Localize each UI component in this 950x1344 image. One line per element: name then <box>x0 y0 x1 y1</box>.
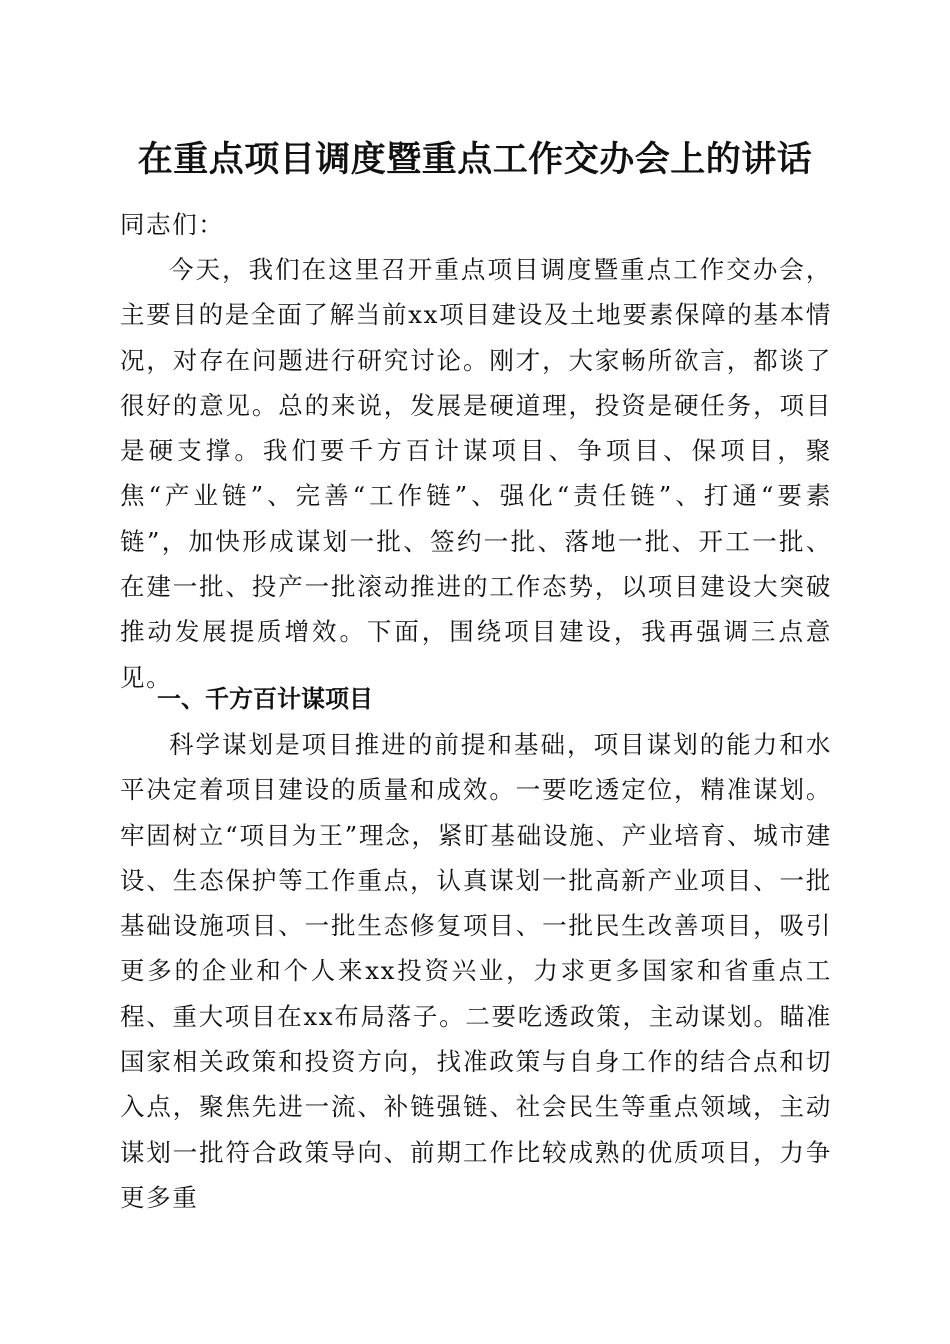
paragraph-intro: 今天，我们在这里召开重点项目调度暨重点工作交办会，主要目的是全面了解当前xx项目建设及土地要素保障的基本情况，对存在问题进行研究讨论。刚才，大家畅所欲言，都谈了很好的意见。总的来说，发展是硬道理，投资是硬任务，项目是硬支撑。我们要千方百计谋项目、争项目、保项目，聚焦“产业链”、完善“工作链”、强化“责任链”、打通“要素链”，加快形成谋划一批、签约一批、落地一批、开工一批、在建一批、投产一批滚动推进的工作态势，以项目建设大突破推动发展提质增效。下面，围绕项目建设，我再强调三点意见。 <box>120 255 832 692</box>
paragraph-section-1: 科学谋划是项目推进的前提和基础，项目谋划的能力和水平决定着项目建设的质量和成效。一要吃透定位，精准谋划。牢固树立“项目为王”理念，紧盯基础设施、产业培育、城市建设、生态保护等工作重点，认真谋划一批高新产业项目、一批基础设施项目、一批生态修复项目、一批民生改善项目，吸引更多的企业和个人来xx投资兴业，力求更多国家和省重点工程、重大项目在xx布局落子。二要吃透政策，主动谋划。瞄准国家相关政策和投资方向，找准政策与自身工作的结合点和切入点，聚焦先进一流、补链强链、社会民生等重点领域，主动谋划一批符合政策导向、前期工作比较成熟的优质项目，力争更多重 <box>120 730 832 1212</box>
section-heading-1: 一、千方百计谋项目 <box>157 685 373 713</box>
salutation: 同志们： <box>120 210 225 239</box>
document-title: 在重点项目调度暨重点工作交办会上的讲话 <box>137 139 813 180</box>
